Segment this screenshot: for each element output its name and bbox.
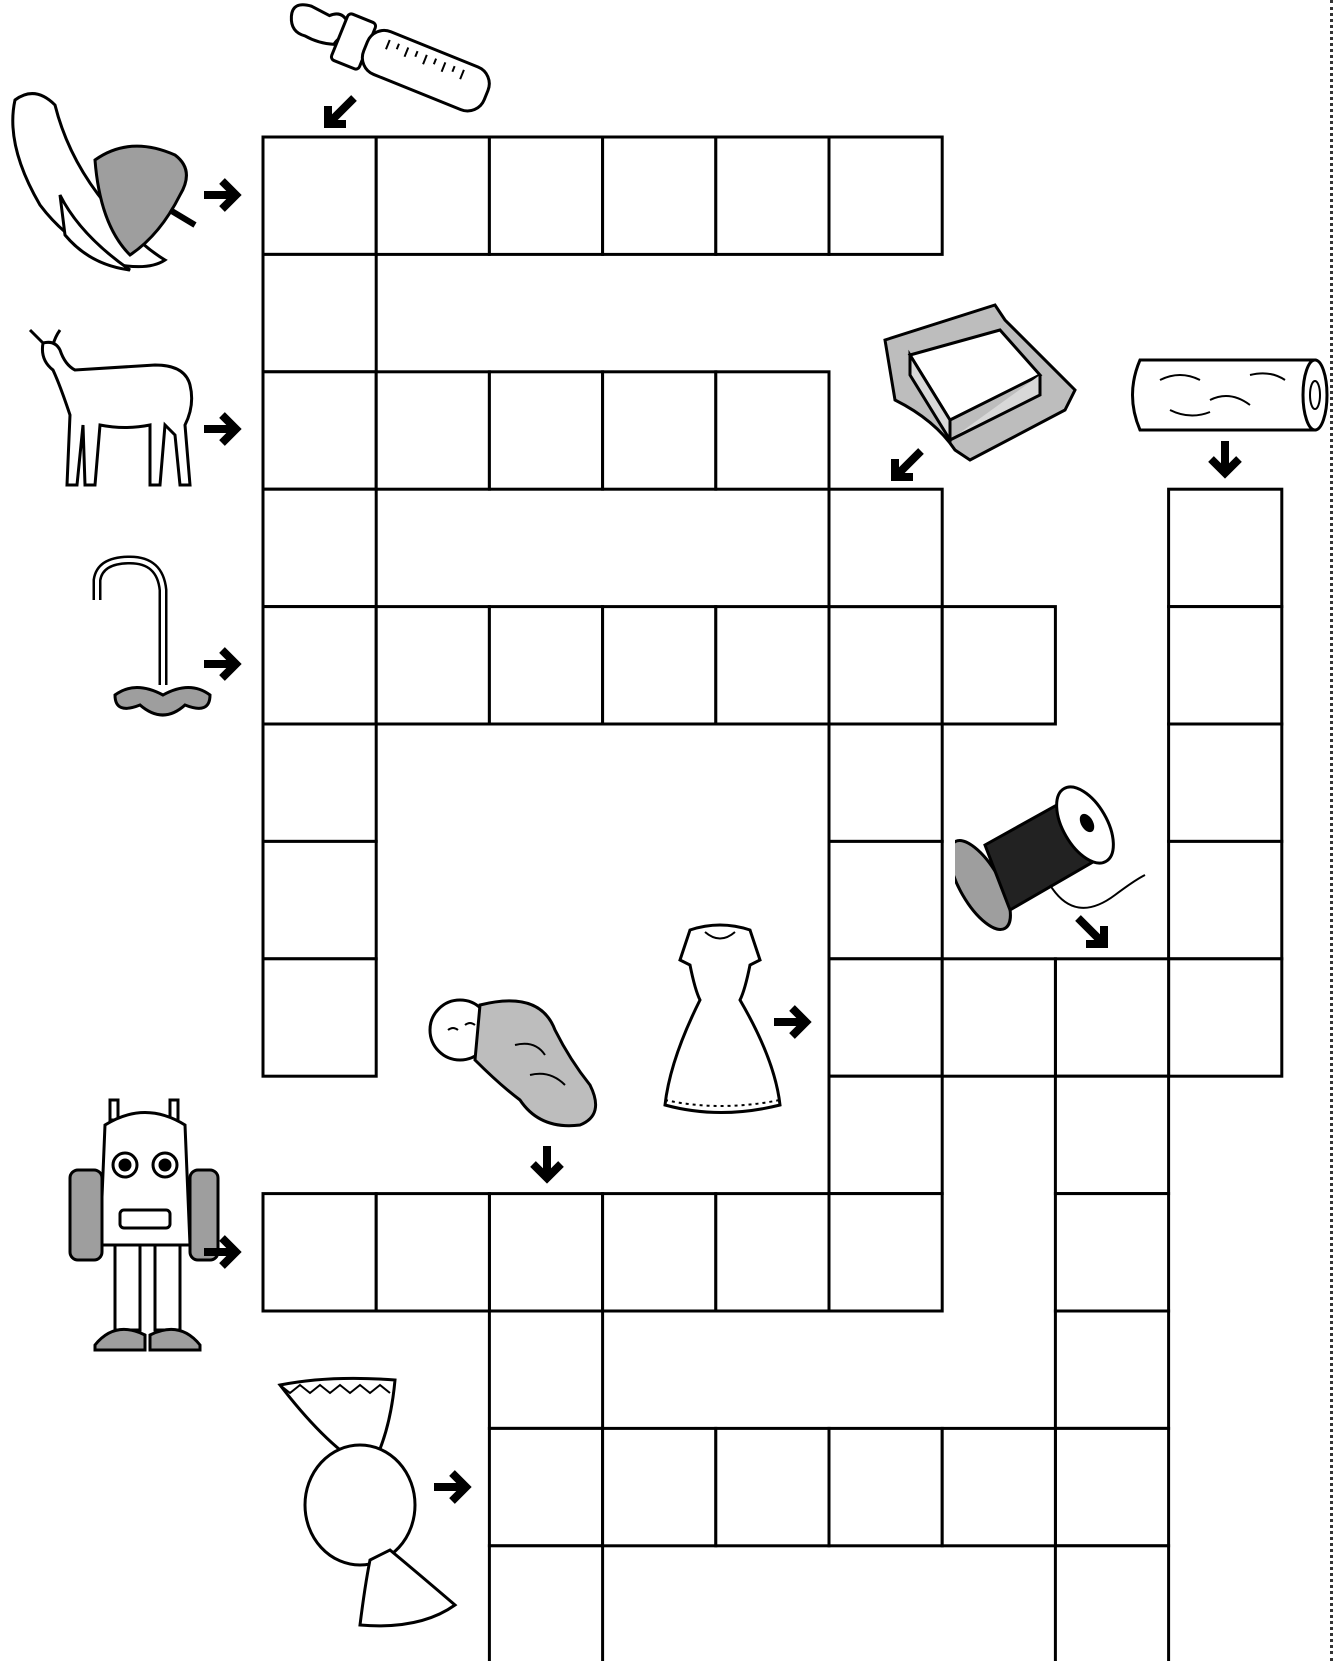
arrow-right-icon <box>770 1000 814 1044</box>
crossword-cell[interactable] <box>1055 1311 1168 1428</box>
arrow-down-icon <box>1203 437 1247 481</box>
crossword-cell[interactable] <box>603 137 716 254</box>
crossword-cell[interactable] <box>1055 1546 1168 1661</box>
crossword-cell[interactable] <box>263 254 376 371</box>
crossword-cell[interactable] <box>489 1546 602 1661</box>
crossword-cell[interactable] <box>489 607 602 724</box>
arrow-down-right-icon <box>1070 910 1114 954</box>
crossword-cell[interactable] <box>716 137 829 254</box>
crossword-cell[interactable] <box>489 137 602 254</box>
crossword-cell[interactable] <box>1169 607 1282 724</box>
crossword-cell[interactable] <box>376 137 489 254</box>
crossword-cell[interactable] <box>489 1428 602 1545</box>
crossword-cell[interactable] <box>1169 841 1282 958</box>
crossword-cell[interactable] <box>489 1194 602 1311</box>
crossword-cell[interactable] <box>489 372 602 489</box>
crossword-cell[interactable] <box>829 137 942 254</box>
gown-icon <box>660 920 785 1120</box>
crossword-cell[interactable] <box>716 1428 829 1545</box>
arrow-right-icon <box>200 1230 244 1274</box>
crossword-cell[interactable] <box>716 607 829 724</box>
arrow-right-icon <box>200 642 244 686</box>
crossword-cell[interactable] <box>942 607 1055 724</box>
crossword-cell[interactable] <box>263 372 376 489</box>
robot-icon <box>55 1095 220 1355</box>
crossword-cell[interactable] <box>829 1194 942 1311</box>
crossword-cell[interactable] <box>263 607 376 724</box>
crossword-cell[interactable] <box>829 607 942 724</box>
bottle-icon <box>270 0 500 130</box>
crossword-cell[interactable] <box>263 724 376 841</box>
crossword-cell[interactable] <box>942 959 1055 1076</box>
crossword-cell[interactable] <box>829 841 942 958</box>
faucet-icon <box>85 555 215 735</box>
crossword-cell[interactable] <box>829 1076 942 1193</box>
crossword-cell[interactable] <box>263 489 376 606</box>
crossword-cell[interactable] <box>716 1194 829 1311</box>
arrow-right-icon <box>430 1465 474 1509</box>
crossword-cell[interactable] <box>603 607 716 724</box>
crossword-cell[interactable] <box>829 959 942 1076</box>
crossword-cell[interactable] <box>942 1428 1055 1545</box>
crossword-cell[interactable] <box>1055 1428 1168 1545</box>
banana-icon <box>0 85 205 275</box>
crossword-cell[interactable] <box>376 1194 489 1311</box>
crossword-cell[interactable] <box>829 489 942 606</box>
arrow-down-icon <box>525 1142 569 1186</box>
arrow-down-left-icon <box>318 90 362 134</box>
crossword-cell[interactable] <box>263 841 376 958</box>
thread-spool-icon <box>955 785 1150 955</box>
crossword-cell[interactable] <box>376 372 489 489</box>
crossword-cell[interactable] <box>1169 489 1282 606</box>
baby-icon <box>420 990 605 1135</box>
crossword-cell[interactable] <box>603 1428 716 1545</box>
crossword-cell[interactable] <box>1055 1194 1168 1311</box>
crossword-cell[interactable] <box>603 1194 716 1311</box>
crossword-cell[interactable] <box>263 137 376 254</box>
arrow-down-left-icon <box>885 443 929 487</box>
crossword-cell[interactable] <box>829 724 942 841</box>
crossword-cell[interactable] <box>489 1311 602 1428</box>
crossword-cell[interactable] <box>1055 1076 1168 1193</box>
crossword-cell[interactable] <box>376 607 489 724</box>
crossword-cell[interactable] <box>1169 724 1282 841</box>
crossword-cell[interactable] <box>263 959 376 1076</box>
crossword-cell[interactable] <box>1169 959 1282 1076</box>
crossword-cell[interactable] <box>1055 959 1168 1076</box>
arrow-right-icon <box>200 173 244 217</box>
arrow-right-icon <box>200 407 244 451</box>
crossword-cell[interactable] <box>263 1194 376 1311</box>
crossword-cell[interactable] <box>716 372 829 489</box>
dotted-cut-line <box>1330 0 1333 1661</box>
deer-icon <box>25 325 200 490</box>
crossword-cell[interactable] <box>829 1428 942 1545</box>
crossword-cell[interactable] <box>603 372 716 489</box>
log-icon <box>1120 350 1335 445</box>
